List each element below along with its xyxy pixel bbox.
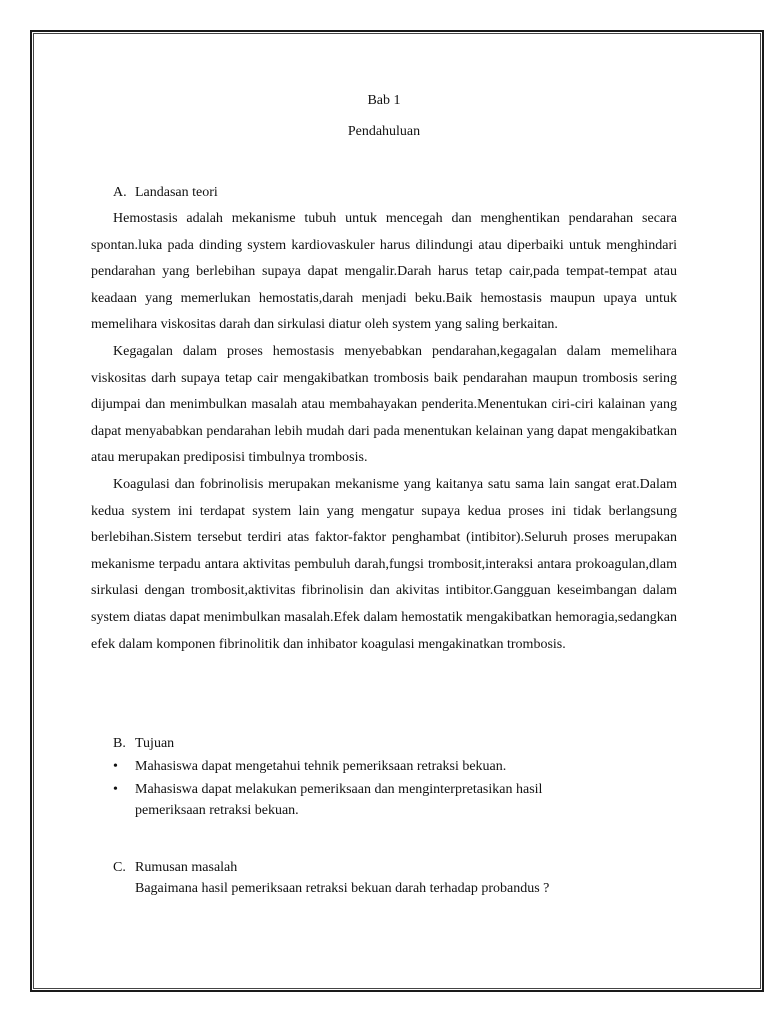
chapter-number: Bab 1 xyxy=(367,93,401,108)
bullet-icon: • xyxy=(113,782,118,797)
bullet-icon: • xyxy=(113,759,118,774)
paragraph-1: Hemostasis adalah mekanisme tubuh untuk mencegah dan menghentikan pendarahan secara spontan.luka pada dinding system kardiovaskuler harus dilindungi atau diperbaiki untuk menghindari pendarahan yang berlebihan supaya dapat mengalir.Darah harus tetap cair,pada tempat-tempat atau keadaan yang memerlukan hemostatis,darah menjadi beku.Baik hemostasis maupun upaya untuk memelihara viskositas darah dan sirkulasi diatur oleh system yang saling berkaitan. xyxy=(91,211,677,333)
section-c-heading xyxy=(113,860,237,876)
section-b-letter: B. xyxy=(113,736,126,751)
problem-statement: Bagaimana hasil pemeriksaan retraksi bekuan darah terhadap probandus ? xyxy=(135,881,550,896)
section-b-title: Tujuan xyxy=(135,736,175,751)
section-c-title: Rumusan masalah xyxy=(135,860,238,875)
section-a-heading xyxy=(113,185,218,201)
objective-text: Mahasiswa dapat mengetahui tehnik pemeriksaan retraksi bekuan. xyxy=(135,759,507,774)
section-b-heading xyxy=(113,736,174,752)
objective-text: Mahasiswa dapat melakukan pemeriksaan dan menginterpretasikan hasil pemeriksaan retraksi bekuan. xyxy=(135,782,543,818)
paragraph-2: Kegagalan dalam proses hemostasis menyebabkan pendarahan,kegagalan dalam memelihara viskositas darh supaya tetap cair mengakibatkan trombosis baik pendarahan maupun trombosis sering dijumpai dan menimbulkan masalah atau membahayakan penderita.Menentukan ciri-ciri kalainan yang dapat menyababkan pendarahan lebih mudah dari pada menentukan kelainan yang dapat mengakibatkan atau merupakan prediposisi timbulnya trombosis. xyxy=(91,343,677,466)
objectives-list xyxy=(113,756,633,823)
section-a-title: Landasan teori xyxy=(135,185,218,200)
paragraph-3: Koagulasi dan fobrinolisis merupakan mekanisme yang kaitanya satu sama lain sangat erat.Dalam kedua system ini terdapat system lain yang mengatur supaya kedua proses ini tidak berlangsung berlebihan.Sistem tersebut terdiri atas faktor-faktor penghambat (intibitor).Seluruh proses merupakan mekanisme terpadu antara aktivitas pembuluh darah,fungsi trombosit,interaksi antara prokoagulan,dlam sirkulasi dengan trombosit,aktivitas fibrinolisin dan akivitas intibitor.Gangguan keseimbangan dalam system diatas dapat menimbulkan masalah.Efek dalam hemostatik mengakibatkan hemoragia,sedangkan efek dalam komponen fibrinolitik dan inhibator koagulasi mengakinatkan trombosis. xyxy=(91,476,677,652)
section-a-body xyxy=(91,206,677,658)
section-c-letter: C. xyxy=(113,860,126,875)
chapter-title: Pendahuluan xyxy=(347,124,421,139)
list-item xyxy=(113,756,633,777)
list-item xyxy=(113,779,633,821)
section-a-letter: A. xyxy=(113,185,127,200)
